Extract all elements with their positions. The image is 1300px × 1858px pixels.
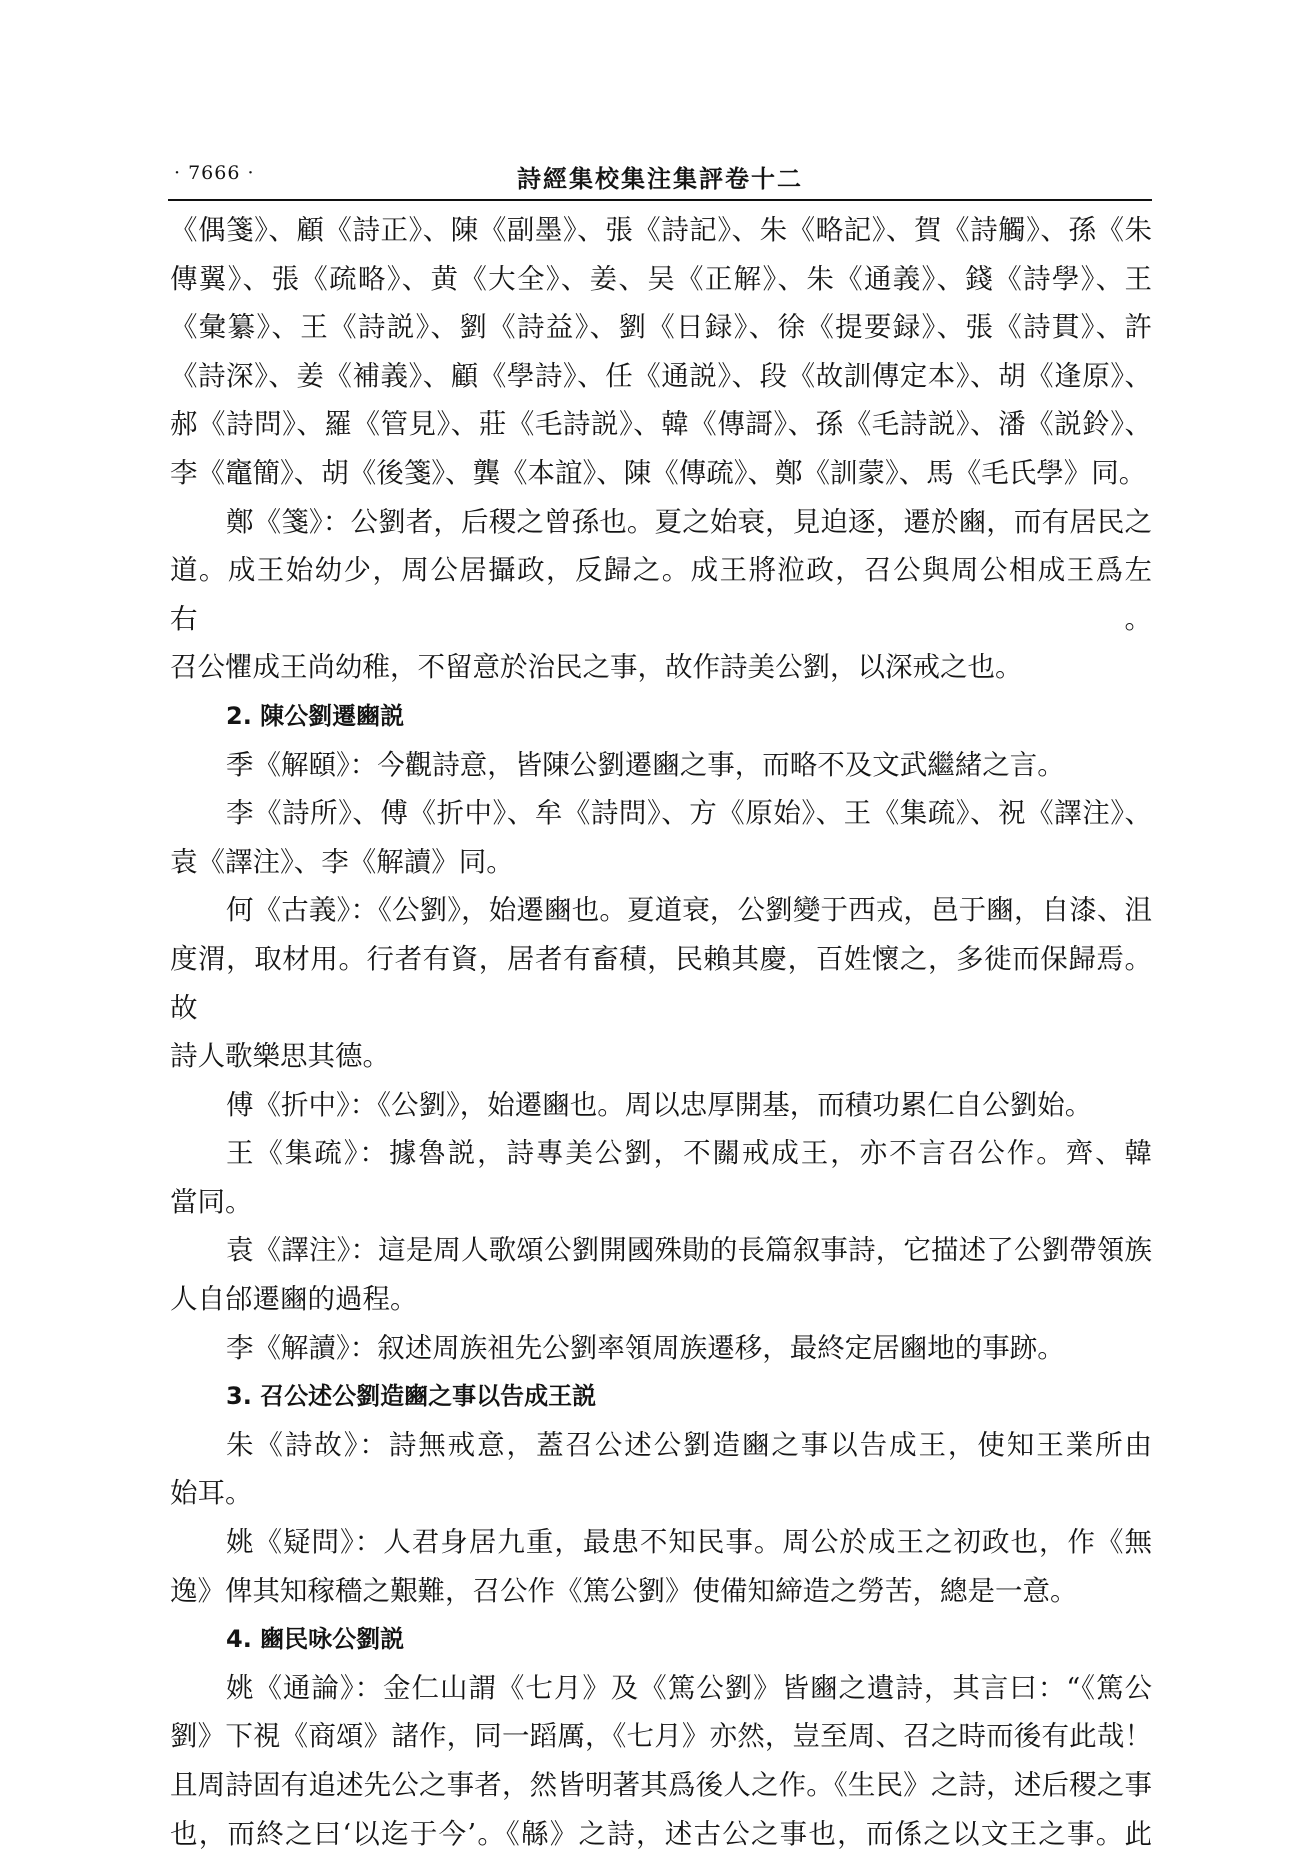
text-line: 傳翼》、張《疏略》、黄《大全》、姜、吴《正解》、朱《通義》、錢《詩學》、王 <box>170 262 1152 295</box>
header-rule <box>168 199 1152 201</box>
text-line: 始耳。 <box>170 1477 253 1510</box>
text-line: 李《詩所》、傅《折中》、牟《詩問》、方《原始》、王《集疏》、祝《譯注》、 <box>226 797 1152 830</box>
text-line: 姚《疑問》：人君身居九重，最患不知民事。周公於成王之初政也，作《無 <box>226 1526 1152 1559</box>
text-line: 袁《譯注》、李《解讀》同。 <box>170 845 514 878</box>
text-line: 《詩深》、姜《補義》、顧《學詩》、任《通説》、段《故訓傳定本》、胡《逢原》、 <box>170 359 1152 392</box>
page-body <box>170 206 1152 1858</box>
page-number: · 7666 · <box>174 162 255 184</box>
text-line: 且周詩固有追述先公之事者，然皆明著其爲後人之作。《生民》之詩，述后稷之事 <box>170 1769 1152 1801</box>
text-line: 季《解頤》：今觀詩意，皆陳公劉遷豳之事，而略不及文武繼緒之言。 <box>226 748 1065 781</box>
section-heading: 3. 召公述公劉造豳之事以告成王説 <box>226 1382 597 1411</box>
text-line: 朱《詩故》：詩無戒意，蓋召公述公劉造豳之事以告成王，使知王業所由 <box>226 1428 1152 1461</box>
text-line: 《彙纂》、王《詩説》、劉《詩益》、劉《日録》、徐《提要録》、張《詩貫》、許 <box>170 311 1152 344</box>
text-line: 度渭，取材用。行者有資，居者有畜積，民賴其慶，百姓懷之，多徙而保歸焉。故 <box>170 942 1152 1024</box>
section-heading: 2. 陳公劉遷豳説 <box>226 701 405 730</box>
section-heading: 4. 豳民咏公劉説 <box>226 1625 405 1654</box>
text-line: 傅《折中》：《公劉》，始遷豳也。周以忠厚開基，而積功累仁自公劉始。 <box>226 1088 1093 1121</box>
text-line: 袁《譯注》：這是周人歌頌公劉開國殊勛的長篇叙事詩，它描述了公劉帶領族 <box>226 1234 1152 1267</box>
text-line: 當同。 <box>170 1185 253 1218</box>
text-line: 李《解讀》：叙述周族祖先公劉率領周族遷移，最終定居豳地的事跡。 <box>226 1331 1065 1364</box>
running-title: 詩經集校集注集評卷十二 <box>517 164 803 193</box>
text-line: 劉》下視《商頌》諸作，同一蹈厲，《七月》亦然，豈至周、召之時而後有此哉！ <box>170 1720 1152 1753</box>
running-header <box>170 158 1150 198</box>
text-line: 詩人歌樂思其德。 <box>170 1040 390 1073</box>
text-line: 召公懼成王尚幼稚，不留意於治民之事，故作詩美公劉，以深戒之也。 <box>170 651 1023 684</box>
text-line: 姚《通論》：金仁山謂《七月》及《篤公劉》皆豳之遺詩，其言曰：“《篤公 <box>226 1671 1152 1704</box>
text-line: 《偶箋》、顧《詩正》、陳《副墨》、張《詩記》、朱《略記》、賀《詩觸》、孫《朱 <box>170 214 1152 246</box>
text-line: 人自邰遷豳的過程。 <box>170 1283 418 1316</box>
text-line: 也，而終之曰‘以迄于今’。《緜》之詩，述古公之事也，而係之以文王之事。此 <box>170 1817 1152 1850</box>
text-line: 何《古義》：《公劉》，始遷豳也。夏道衰，公劉變于西戎，邑于豳，自漆、沮 <box>226 894 1152 927</box>
text-line: 鄭《箋》：公劉者，后稷之曾孫也。夏之始衰，見迫逐，遷於豳，而有居民之 <box>226 505 1152 538</box>
text-line: 王《集疏》：據魯説，詩專美公劉，不關戒成王，亦不言召公作。齊、韓 <box>226 1137 1152 1170</box>
text-line: 李《竈簡》、胡《後箋》、龔《本誼》、陳《傳疏》、鄭《訓蒙》、馬《毛氏學》同。 <box>170 456 1147 489</box>
text-line: 逸》俾其知稼穡之艱難，召公作《篤公劉》使備知締造之勞苦，總是一意。 <box>170 1574 1078 1607</box>
text-line: 道。成王始幼少，周公居攝政，反歸之。成王將涖政，召公與周公相成王爲左右。 <box>170 554 1152 635</box>
text-line: 郝《詩問》、羅《管見》、莊《毛詩説》、韓《傳謌》、孫《毛詩説》、潘《説鈴》、 <box>170 408 1152 441</box>
